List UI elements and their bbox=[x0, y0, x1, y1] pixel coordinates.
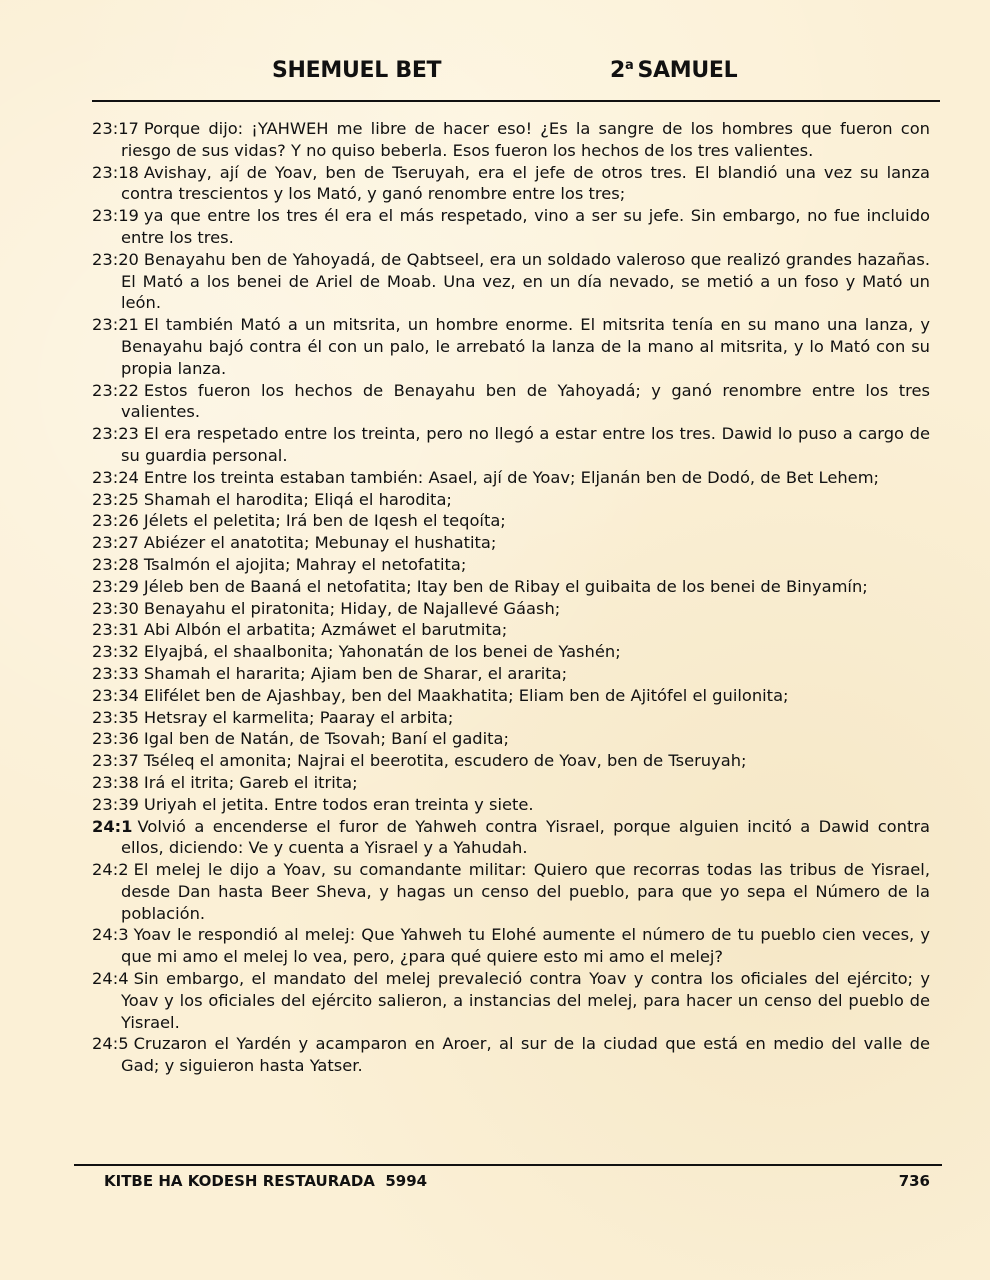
verse bbox=[92, 118, 930, 162]
verse-text: ya que entre los tres él era el más respetado, vino a ser su jefe. Sin embargo, no fue incluido entre los tres. bbox=[121, 206, 930, 247]
verse-text: Avishay, ají de Yoav, ben de Tseruyah, era el jefe de otros tres. El blandió una vez su lanza contra trescientos y los Mató, y ganó renombre entre los tres; bbox=[121, 162, 930, 204]
verse bbox=[92, 205, 930, 249]
verse bbox=[92, 554, 930, 576]
verse-reference: 23:38 bbox=[92, 772, 139, 792]
verse bbox=[92, 685, 930, 707]
page-number: 736 bbox=[898, 1172, 930, 1190]
verse bbox=[92, 598, 930, 620]
verse-reference: 23:33 bbox=[92, 663, 139, 683]
verse-reference: 24:5 bbox=[92, 1034, 129, 1054]
verse bbox=[92, 380, 930, 424]
verse bbox=[92, 707, 930, 729]
verse-list bbox=[92, 118, 930, 1077]
verse-reference: 23:26 bbox=[92, 511, 139, 531]
verse-text: El también Mató a un mitsrita, un hombre enorme. El mitsrita tenía en su mano una lanza, y Benayahu bajó contra él con un palo, le arrebató la lanza de la mano al mitsrita, y lo Mató con su propia lanza. bbox=[121, 315, 930, 378]
verse-reference: 23:37 bbox=[92, 751, 139, 771]
verse-text: Shamah el harodita; Eliqá el harodita; bbox=[143, 489, 452, 509]
verse bbox=[92, 728, 930, 750]
book-number: 2 bbox=[610, 58, 626, 83]
verse-text: Cruzaron el Yardén y acamparon en Aroer, al sur de la ciudad que está en medio del valle de Gad; y siguieron hasta Yatser. bbox=[121, 1034, 930, 1076]
verse-reference: 23:31 bbox=[92, 620, 139, 640]
verse bbox=[92, 162, 930, 206]
header-rule bbox=[92, 100, 940, 102]
verse-text: Jéleb ben de Baaná el netofatita; Itay ben de Ribay el guibaita de los benei de Binyamín; bbox=[143, 576, 868, 596]
verse-reference: 23:23 bbox=[92, 424, 139, 444]
verse-reference: 23:32 bbox=[92, 642, 139, 662]
verse-reference: 23:18 bbox=[92, 162, 139, 182]
verse-reference: 23:30 bbox=[92, 598, 139, 618]
verse-text: Tséleq el amonita; Najrai el beerotita, escudero de Yoav, ben de Tseruyah; bbox=[143, 751, 747, 771]
verse bbox=[92, 510, 930, 532]
verse bbox=[92, 1033, 930, 1077]
verse-reference: 23:22 bbox=[92, 380, 139, 400]
verse-reference: 24:3 bbox=[92, 925, 129, 945]
verse bbox=[92, 619, 930, 641]
page-header bbox=[0, 58, 990, 94]
verse-text: Elifélet ben de Ajashbay, ben del Maakhatita; Eliam ben de Ajitófel el guilonita; bbox=[143, 685, 789, 705]
verse bbox=[92, 641, 930, 663]
verse-reference: 23:34 bbox=[92, 685, 139, 705]
verse bbox=[92, 924, 930, 968]
verse bbox=[92, 576, 930, 598]
verse-text: Tsalmón el ajojita; Mahray el netofatita; bbox=[143, 554, 467, 574]
verse bbox=[92, 489, 930, 511]
book-number-ordinal: a bbox=[625, 58, 634, 73]
verse bbox=[92, 816, 930, 860]
verse bbox=[92, 859, 930, 924]
verse-text: Porque dijo: ¡YAHWEH me libre de hacer eso! ¿Es la sangre de los hombres que fueron con riesgo de sus vidas? Y no quiso beberla. Esos fueron los hechos de los tres valientes. bbox=[121, 119, 930, 160]
verse-text: Hetsray el karmelita; Paaray el arbita; bbox=[143, 707, 454, 727]
verse bbox=[92, 772, 930, 794]
verse-reference: 23:21 bbox=[92, 315, 139, 335]
verse-reference: 23:28 bbox=[92, 554, 139, 574]
verse-text: Igal ben de Natán, de Tsovah; Baní el gadita; bbox=[143, 729, 510, 749]
verse-reference: 24:1 bbox=[92, 816, 133, 836]
verse bbox=[92, 249, 930, 314]
verse-text: Abi Albón el arbatita; Azmáwet el barutmita; bbox=[143, 620, 508, 640]
verse bbox=[92, 314, 930, 379]
book-title-spanish bbox=[610, 58, 737, 83]
verse-reference: 23:24 bbox=[92, 467, 139, 487]
verse bbox=[92, 750, 930, 772]
verse-text: Yoav le respondió al melej: Que Yahweh tu Elohé aumente el número de tu pueblo cien veces, y que mi amo el melej lo vea, pero, ¿para qué quiere esto mi amo el melej? bbox=[121, 925, 930, 967]
footer-rule bbox=[74, 1164, 942, 1166]
book-title-hebrew: SHEMUEL BET bbox=[272, 58, 442, 83]
verse-reference: 23:29 bbox=[92, 576, 139, 596]
verse-reference: 23:39 bbox=[92, 794, 139, 814]
verse bbox=[92, 968, 930, 1033]
verse-text: El melej le dijo a Yoav, su comandante militar: Quiero que recorras todas las tribus de Yisrael, desde Dan hasta Beer Sheva, y hagas un censo del pueblo, para que yo sepa el Número de la población. bbox=[121, 860, 930, 923]
verse-text: Entre los treinta estaban también: Asael, ají de Yoav; Eljanán ben de Dodó, de Bet Lehem; bbox=[143, 467, 880, 487]
verse-text: Benayahu el piratonita; Hiday, de Najallevé Gáash; bbox=[143, 598, 561, 618]
verse-reference: 23:17 bbox=[92, 119, 139, 138]
verse-reference: 23:36 bbox=[92, 729, 139, 749]
verse-text: Sin embargo, el mandato del melej prevaleció contra Yoav y contra los oficiales del ejército; y Yoav y los oficiales del ejército salieron, a instancias del melej, para hacer un censo del pueblo de Yisrael. bbox=[121, 969, 930, 1032]
verse-text: Jélets el peletita; Irá ben de Iqesh el teqoíta; bbox=[143, 511, 506, 531]
verse-text: Benayahu ben de Yahoyadá, de Qabtseel, era un soldado valeroso que realizó grandes hazañas. El Mató a los benei de Ariel de Moab. Una vez, en un día nevado, se metió a un foso y Mató un león. bbox=[121, 249, 930, 313]
verse-reference: 23:27 bbox=[92, 533, 139, 553]
verse-reference: 23:35 bbox=[92, 707, 139, 727]
verse-reference: 23:20 bbox=[92, 249, 139, 269]
verse-reference: 23:25 bbox=[92, 489, 139, 509]
verse-text: Elyajbá, el shaalbonita; Yahonatán de los benei de Yashén; bbox=[143, 642, 621, 662]
verse bbox=[92, 423, 930, 467]
footer-edition: KITBE HA KODESH RESTAURADA 5994 bbox=[104, 1172, 428, 1190]
verse-reference: 23:19 bbox=[92, 206, 139, 226]
verse bbox=[92, 794, 930, 816]
verse-reference: 24:2 bbox=[92, 860, 129, 880]
verse bbox=[92, 467, 930, 489]
verse-text: Irá el itrita; Gareb el itrita; bbox=[143, 772, 358, 792]
verse-reference: 24:4 bbox=[92, 969, 129, 989]
book-name: SAMUEL bbox=[637, 58, 738, 83]
verse-text: Uriyah el jetita. Entre todos eran treinta y siete. bbox=[143, 794, 534, 814]
verse bbox=[92, 532, 930, 554]
verse-text: Shamah el hararita; Ajiam ben de Sharar, el ararita; bbox=[143, 663, 568, 683]
verse-text: Abiézer el anatotita; Mebunay el hushatita; bbox=[143, 533, 497, 553]
verse-text: Volvió a encenderse el furor de Yahweh contra Yisrael, porque alguien incitó a Dawid contra ellos, diciendo: Ve y cuenta a Yisrael y a Yahudah. bbox=[121, 816, 930, 858]
verse-text: El era respetado entre los treinta, pero no llegó a estar entre los tres. Dawid lo puso a cargo de su guardia personal. bbox=[121, 424, 930, 465]
verse-text: Estos fueron los hechos de Benayahu ben de Yahoyadá; y ganó renombre entre los tres valientes. bbox=[121, 380, 930, 422]
verse bbox=[92, 663, 930, 685]
